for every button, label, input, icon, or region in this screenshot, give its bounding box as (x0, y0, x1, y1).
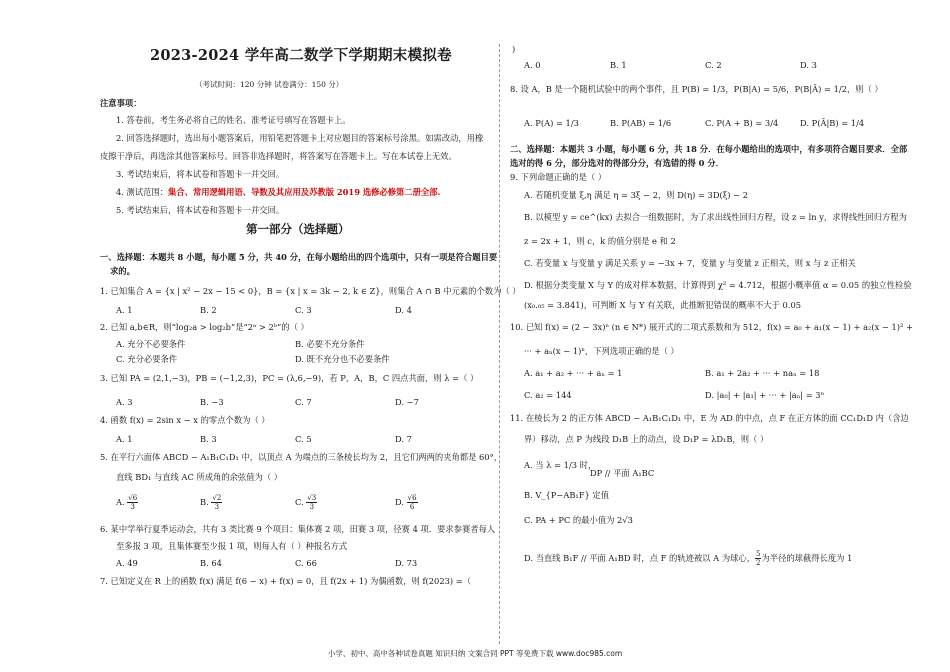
q3-option-b: B. −3 (200, 397, 224, 407)
section-one-heading: 一、选择题：本题共 8 小题，每小题 5 分，共 40 分，在每小题给出的四个选项中，只有一项是符合题目要 (100, 252, 498, 262)
section-one-heading-cont: 求的。 (110, 266, 135, 276)
q11-stem-1: 11. 在棱长为 2 的正方体 ABCD − A₁B₁C₁D₁ 中，E 为 AD 的中点，点 F 在正方体的面 CC₁D₁D 内（含边 (510, 413, 909, 423)
left-column (100, 0, 521, 672)
q7-option-d: D. 3 (800, 60, 817, 70)
q6-option-d: D. 73 (395, 558, 418, 568)
q6-option-a: A. 49 (116, 558, 138, 568)
q3-option-a: A. 3 (116, 397, 133, 407)
q2-option-a: A. 充分不必要条件 (116, 339, 186, 349)
q1-stem: 1. 已知集合 A = {x | x² − 2x − 15 < 0}，B = {x | x = 3k − 2, k ∈ Z}，则集合 A ∩ B 中元素的个数为（ ） (100, 286, 521, 296)
q5-stem-1: 5. 在平行六面体 ABCD − A₁B₁C₁D₁ 中，以顶点 A 为端点的三条棱长均为 2，且它们两两的夹角都是 60°， (100, 452, 503, 462)
q4-option-d: D. 7 (395, 434, 412, 444)
q8-option-b: B. P(AB) = 1/6 (610, 118, 672, 128)
page-footer: 小学、初中、高中各种试卷真题 知识归纳 文案合同 PPT 等免费下载 www.doc985.com (327, 649, 623, 658)
q10-stem-1: 10. 已知 f(x) = (2 − 3x)ⁿ (n ∈ N*) 展开式的二项式系数和为 512，f(x) = a₀ + a₁(x − 1) + a₂(x − 1)² + (510, 322, 913, 332)
right-column (510, 0, 913, 672)
q11-option-d: D. 当直线 B₁F // 平面 A₁BD 时，点 F 的轨迹被以 A 为球心， $\frac{5}{2}$ 为半径的球截得长度为 1 (524, 550, 853, 567)
q8-stem: 8. 设 A，B 是一个随机试验中的两个事件，且 P(B) = 1/3，P(B|A) = 5/6，P(B|Ā) = 1/2，则（ ） (510, 84, 883, 94)
test-scope: 集合、常用逻辑用语、导数及其应用及苏教版 2019 选修必修第二册全部. (168, 187, 441, 197)
q7-option-a: A. 0 (524, 60, 541, 70)
q2-stem: 2. 已知 a,b∈R，则“log₂a > log₂b”是“2ᵃ > 2ᵇ”的（ ） (100, 322, 309, 332)
q5-option-a: A. $\frac{√6}{3}$ (116, 494, 138, 511)
q4-stem: 4. 函数 f(x) = 2sin x − x 的零点个数为（ ） (100, 415, 270, 425)
q10-option-d: D. |a₀| + |a₁| + ··· + |aₙ| = 3ⁿ (705, 390, 825, 400)
q1-option-b: B. 2 (200, 305, 217, 315)
note-1: 1. 答卷前，考生务必将自己的姓名、准考证号填写在答题卡上。 (116, 115, 351, 125)
exam-title: 2023-2024 学年高二数学下学期期末模拟卷 (150, 47, 452, 64)
q9-option-d-2: (x₀.₀₅ = 3.841)，可判断 X 与 Y 有关联，此推断犯错误的概率不大于 0.05 (524, 300, 802, 310)
q9-option-d-1: D. 根据分类变量 X 与 Y 的成对样本数据，计算得到 χ² = 4.712，根据小概率值 α = 0.05 的独立性检验 (524, 280, 912, 290)
q10-option-a: A. a₁ + a₂ + ··· + aₙ = 1 (524, 368, 623, 378)
q7-option-b: B. 1 (610, 60, 627, 70)
q2-option-b: B. 必要不充分条件 (295, 339, 365, 349)
q10-option-b: B. a₁ + 2a₂ + ··· + naₙ = 18 (705, 368, 820, 378)
q8-option-d: D. P(Ā|B) = 1/4 (800, 118, 865, 128)
note-3: 3. 考试结束后，将本试卷和答题卡一并交回。 (116, 169, 285, 179)
q1-option-a: A. 1 (116, 305, 133, 315)
q11-option-a-2: DP // 平面 A₁BC (590, 468, 655, 478)
column-divider (499, 44, 500, 644)
q6-stem-1: 6. 某中学举行夏季运动会，共有 3 类比赛 9 个项目：集体赛 2 项，田赛 3 项，径赛 4 项．要求参赛者每人 (100, 524, 496, 534)
note-5: 5. 考试结束后，将本试卷和答题卡一并交回。 (116, 205, 285, 215)
q3-stem: 3. 已知 PA = (2,1,−3)，PB = (−1,2,3)，PC = (λ,6,−9)，若 P，A，B，C 四点共面，则 λ =（ ） (100, 373, 479, 383)
note-2b: 皮擦干净后，再选涂其他答案标号。回答非选择题时，将答案写在答题卡上。写在本试卷上无效。 (100, 151, 457, 161)
q2-option-c: C. 充分必要条件 (116, 354, 178, 364)
part-one-heading: 第一部分（选择题） (246, 222, 350, 236)
q6-stem-2: 至多报 3 项，且集体赛至少报 1 项，则每人有（ ）种报名方式 (116, 541, 348, 551)
q8-option-a: A. P(A) = 1/3 (524, 118, 579, 128)
q10-stem-2: ··· + aₙ(x − 1)ⁿ，下列选项正确的是（ ） (524, 346, 679, 356)
q6-option-b: B. 64 (200, 558, 222, 568)
q4-option-a: A. 1 (116, 434, 133, 444)
q3-option-d: D. −7 (395, 397, 419, 407)
q7-stem-cont: ) (512, 44, 516, 54)
q7-option-c: C. 2 (705, 60, 722, 70)
q11-option-a-1: A. 当 λ = 1/3 时， (524, 460, 597, 470)
q9-stem: 9. 下列命题正确的是（ ） (510, 172, 607, 182)
notes-heading: 注意事项： (100, 98, 142, 108)
note-2a: 2. 回答选择题时，选出每小题答案后，用铅笔把答题卡上对应题目的答案标号涂黑。如需改动，用橡 (116, 133, 484, 143)
q5-option-c: C. $\frac{√3}{3}$ (295, 494, 317, 511)
exam-subtitle: （考试时间：120 分钟 试卷满分：150 分） (195, 80, 344, 89)
q9-option-b-2: z = 2x + 1，则 c，k 的值分别是 e 和 2 (524, 236, 676, 246)
q11-option-c: C. PA + PC 的最小值为 2√3 (524, 515, 633, 525)
section-two-heading: 二、选择题：本题共 3 小题，每小题 6 分，共 18 分．在每小题给出的选项中，有多项符合题目要求．全部 (510, 144, 908, 154)
q9-option-a: A. 若随机变量 ξ,η 满足 η = 3ξ − 2，则 D(η) = 3D(ξ) − 2 (524, 190, 749, 200)
q8-option-c: C. P(A + B) = 3/4 (705, 118, 779, 128)
q4-option-c: C. 5 (295, 434, 312, 444)
q10-option-c: C. a₂ = 144 (524, 390, 572, 400)
q1-option-c: C. 3 (295, 305, 312, 315)
q4-option-b: B. 3 (200, 434, 217, 444)
q6-option-c: C. 66 (295, 558, 317, 568)
q1-option-d: D. 4 (395, 305, 412, 315)
q9-option-c: C. 若变量 x 与变量 y 满足关系 y = −3x + 7，变量 y 与变量 z 正相关，则 x 与 z 正相关 (524, 258, 856, 268)
q11-stem-2: 界）移动，点 P 为线段 D₁B 上的动点，设 D₁P = λD₁B，则（ ） (524, 434, 769, 444)
q5-option-b: B. $\frac{√2}{3}$ (200, 494, 222, 511)
q5-stem-2: 直线 BD₁ 与直线 AC 所成角的余弦值为（ ） (116, 472, 283, 482)
q5-option-d: D. $\frac{√6}{6}$ (395, 494, 417, 511)
q7-stem: 7. 已知定义在 R 上的函数 f(x) 满足 f(6 − x) + f(x) = 0，且 f(2x + 1) 为偶函数，则 f(2023) =（ (100, 576, 472, 586)
note-4: 4. 测试范围：集合、常用逻辑用语、导数及其应用及苏教版 2019 选修必修第二册全部. (116, 187, 441, 197)
section-two-heading-cont: 选对的得 6 分，部分选对的得部分分，有选错的得 0 分． (510, 158, 724, 168)
q11-option-b: B. V_{P−AB₁F} 定值 (524, 490, 610, 500)
q9-option-b-1: B. 以模型 y = ce^(kx) 去拟合一组数据时，为了求出线性回归方程，设 z = ln y，求得线性回归方程为 (524, 212, 907, 222)
q3-option-c: C. 7 (295, 397, 312, 407)
q2-option-d: D. 既不充分也不必要条件 (295, 354, 390, 364)
